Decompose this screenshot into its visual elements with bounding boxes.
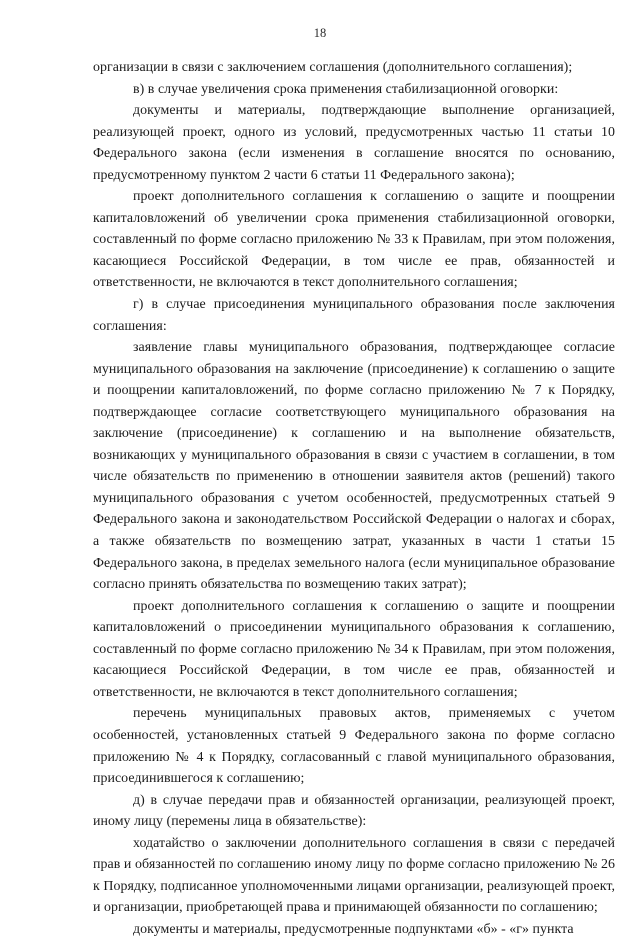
paragraph-subitem-v: в) в случае увеличения срока применения стабилизационной оговорки: bbox=[133, 81, 559, 97]
paragraph: документы и материалы, подтверждающие выполнение организацией, реализующей проект, одного из условий, предусмотренных частью 11 статьи 10 Федерального закона (если изменения в соглашение вносятся по основанию, предусмотренному пунктом 2 части 6 статьи 11 Федерального закона); bbox=[93, 103, 615, 183]
page-number: 18 bbox=[313, 26, 327, 40]
paragraph-continuation: организации в связи с заключением соглашения (дополнительного соглашения); bbox=[93, 60, 573, 75]
paragraph: заявление главы муниципального образования, подтверждающее согласие муниципального образования на заключение (присоединение) к соглашению о защите и поощрении капиталовложений, по форме согласно приложению № 7 к Порядку, подтверждающее согласие соответствующего муниципального образования на заключение (присоединение) к соглашению и на выполнение обязательств, возникающих у муниципального образования в связи с участием в соглашении, в том числе обязательств по применению в отношении заявителя актов (решений) такого муниципального образования с учетом особенностей, предусмотренных статьей 9 Федерального закона и законодательством Российской Федерации о налогах и сборах, а также обязательств по возмещению затрат, указанных в части 1 статьи 15 Федерального закона, в пределах земельного налога (если муниципальное образование согласно принять обязательства по возмещению таких затрат); bbox=[93, 340, 615, 593]
paragraph: ходатайство о заключении дополнительного соглашения в связи с передачей прав и обязанностей по соглашению иному лицу по форме согласно приложению № 26 к Порядку, подписанное уполномоченными лицами организации, реализующей проект, и организации, приобретающей права и принимающей обязанности по соглашению; bbox=[93, 835, 615, 916]
paragraph-subitem-g: г) в случае присоединения муниципального образования после заключения соглашения: bbox=[93, 297, 615, 334]
paragraph: проект дополнительного соглашения к соглашению о защите и поощрении капиталовложений о присоединении муниципального образования к соглашению, составленный по форме согласно приложению № 34 к Правилам, при этом положения, касающиеся Российской Федерации, в том числе ее прав, обязанностей и ответственности, не включаются в текст дополнительного соглашения; bbox=[93, 598, 615, 700]
document-body bbox=[93, 57, 615, 940]
paragraph: документы и материалы, предусмотренные подпунктами «б» - «г» пункта bbox=[133, 921, 574, 937]
paragraph: перечень муниципальных правовых актов, применяемых с учетом особенностей, установленных статьей 9 Федерального закона по форме согласно приложению № 4 к Порядку, согласованный с главой муниципального образования, присоединившегося к соглашению; bbox=[93, 706, 615, 787]
paragraph-subitem-d: д) в случае передачи прав и обязанностей организации, реализующей проект, иному лицу (перемены лица в обязательстве): bbox=[93, 792, 615, 830]
paragraph: проект дополнительного соглашения к соглашению о защите и поощрении капиталовложений об увеличении срока применения стабилизационной оговорки, составленный по форме согласно приложению № 33 к Правилам, при этом положения, касающиеся Российской Федерации, в том числе ее прав, обязанностей и ответственности, не включаются в текст дополнительного соглашения; bbox=[93, 189, 615, 291]
